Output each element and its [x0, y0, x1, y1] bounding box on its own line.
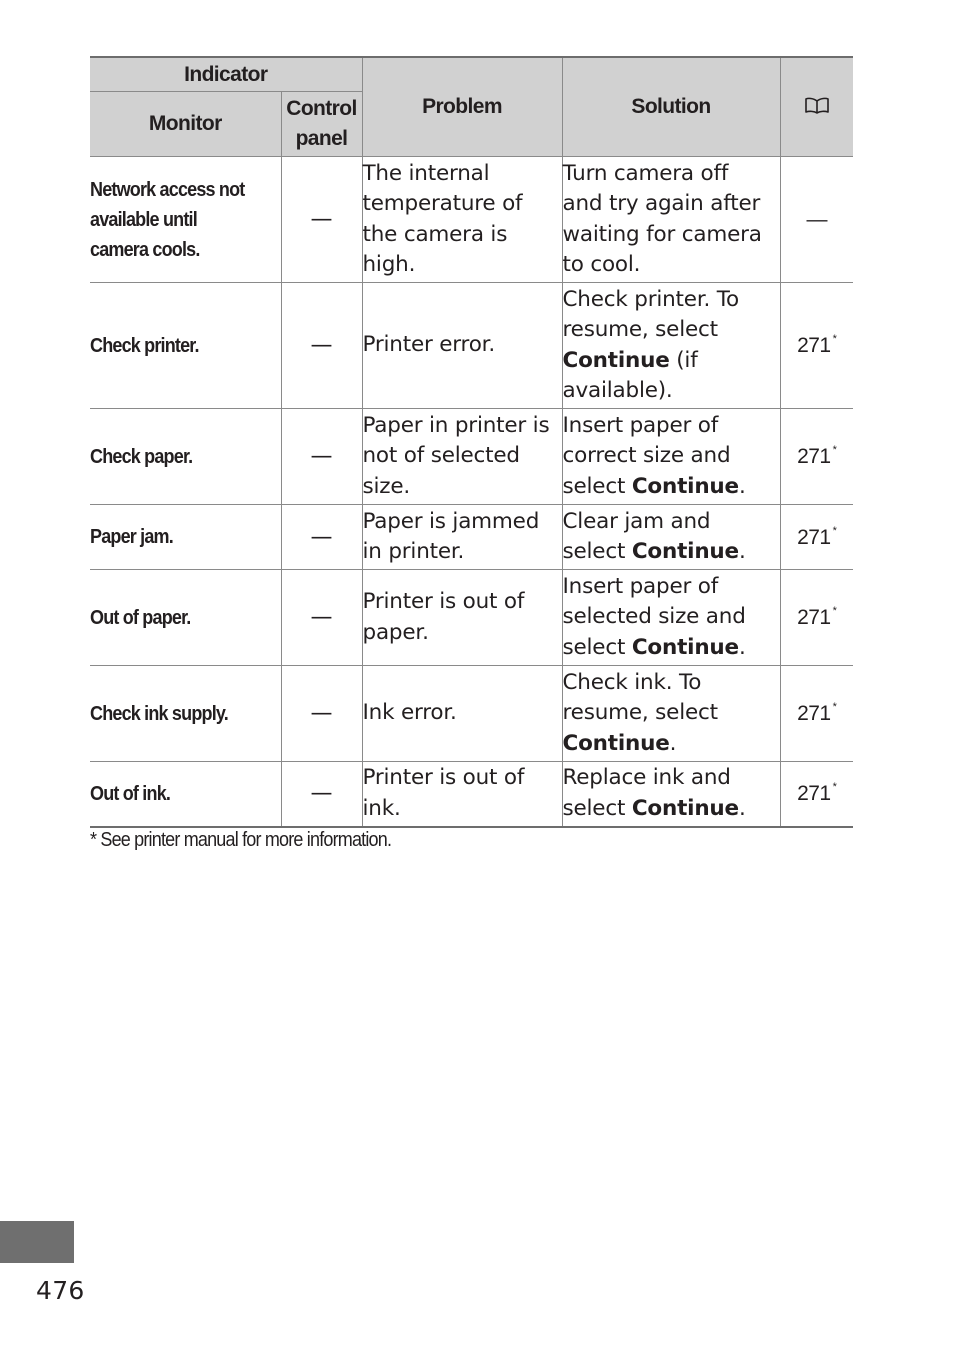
monitor-message-line: Check paper. [90, 445, 193, 468]
problem-cell [362, 505, 562, 570]
problem-line: high. [362, 252, 416, 277]
continue-option: Continue [631, 473, 739, 499]
problem-cell [362, 283, 562, 409]
solution-suffix: . [738, 795, 746, 821]
problem-line: the camera is [362, 221, 508, 247]
solution-line: Clear jam and [562, 508, 711, 534]
solution-line: correct size and [562, 443, 731, 469]
solution-suffix: . [738, 539, 746, 564]
solution-line: selected size and [562, 604, 746, 630]
problem-line: temperature of [362, 191, 523, 216]
table-row [90, 505, 853, 570]
problem-header: Problem [362, 57, 562, 157]
footnote: * See printer manual for more information. [90, 829, 392, 851]
monitor-message-line: Check ink supply. [90, 702, 228, 725]
monitor-message-cell [90, 157, 281, 283]
solution-cell [562, 570, 780, 666]
solution-prefix: select [562, 473, 632, 499]
book-icon [804, 97, 830, 115]
problem-cell [362, 157, 562, 283]
continue-option: Continue [562, 730, 670, 756]
monitor-message-line: available until [90, 208, 197, 231]
monitor-message-line: Paper jam. [90, 526, 173, 548]
problem-line: Printer is out of [362, 765, 525, 791]
page-reference-cell [780, 505, 853, 570]
solution-line: Turn camera off [562, 160, 729, 186]
footnote-marker: * [832, 333, 837, 345]
control-panel-cell: — [281, 762, 362, 827]
page-number-ref: 271 [797, 525, 831, 549]
continue-option: Continue [631, 539, 739, 564]
control-panel-header-line2: panel [295, 127, 348, 150]
solution-prefix: select [562, 795, 632, 821]
control-panel-cell: — [281, 570, 362, 666]
error-message-table [90, 56, 853, 828]
solution-line: waiting for camera [562, 221, 762, 247]
solution-cell [562, 409, 780, 505]
problem-line: Paper in printer is [362, 412, 550, 438]
solution-suffix: . [738, 634, 746, 660]
solution-suffix: . [669, 730, 677, 756]
solution-line: to cool. [562, 252, 641, 277]
continue-option: Continue [631, 634, 739, 660]
control-panel-cell: — [281, 505, 362, 570]
problem-line: ink. [362, 795, 401, 821]
footnote-marker: * [832, 701, 837, 713]
monitor-message-cell [90, 666, 281, 762]
page-number: 476 [36, 1276, 85, 1305]
problem-line: Printer error. [362, 332, 495, 358]
control-panel-header-line1: Control [286, 97, 357, 120]
solution-line: and try again after [562, 191, 761, 216]
indicator-header: Indicator [90, 57, 362, 92]
solution-line: Insert paper of [562, 412, 719, 438]
solution-cell [562, 283, 780, 409]
page-number-ref: 271 [797, 334, 831, 357]
solution-cell [562, 666, 780, 762]
solution-suffix: . [738, 473, 746, 499]
table-row [90, 409, 853, 505]
monitor-message-line: camera cools. [90, 238, 200, 261]
solution-prefix: select [562, 539, 632, 564]
solution-line: Check ink. To [562, 669, 702, 695]
problem-line: in printer. [362, 539, 465, 564]
control-panel-cell: — [281, 666, 362, 762]
problem-cell [362, 762, 562, 827]
table-row [90, 762, 853, 827]
table-body [90, 157, 853, 827]
problem-line: paper. [362, 619, 429, 645]
monitor-message-cell [90, 570, 281, 666]
control-panel-cell: — [281, 283, 362, 409]
page-reference-cell [780, 283, 853, 409]
problem-cell [362, 666, 562, 762]
page-reference-cell [780, 570, 853, 666]
solution-line: Insert paper of [562, 573, 719, 599]
problem-cell [362, 409, 562, 505]
page-reference-cell: — [780, 157, 853, 283]
monitor-message-cell [90, 505, 281, 570]
solution-line: resume, select [562, 317, 718, 342]
table-row [90, 283, 853, 409]
problem-line: not of selected [362, 443, 520, 469]
page-number-ref: 271 [797, 782, 831, 806]
solution-cell [562, 157, 780, 283]
problem-cell [362, 570, 562, 666]
monitor-message-cell [90, 762, 281, 827]
solution-suffix: (if [669, 347, 698, 373]
problem-line: Ink error. [362, 700, 457, 726]
problem-line: size. [362, 473, 411, 499]
solution-header: Solution [562, 57, 780, 157]
page-reference-cell [780, 666, 853, 762]
continue-option: Continue [631, 795, 739, 821]
control-panel-cell: — [281, 409, 362, 505]
solution-line: Replace ink and [562, 765, 731, 791]
table-row [90, 157, 853, 283]
page-number-ref: 271 [797, 702, 831, 725]
problem-line: Printer is out of [362, 589, 525, 614]
monitor-message-line: Network access not [90, 178, 245, 201]
solution-prefix: select [562, 634, 632, 660]
solution-line: resume, select [562, 700, 718, 726]
problem-line: The internal [362, 160, 490, 186]
footnote-marker: * [832, 524, 837, 537]
monitor-header: Monitor [90, 92, 281, 157]
solution-cell [562, 505, 780, 570]
footnote-marker: * [832, 781, 837, 794]
footnote-marker: * [832, 605, 837, 617]
monitor-message-cell [90, 409, 281, 505]
solution-line: Check printer. To [562, 286, 739, 312]
control-panel-cell: — [281, 157, 362, 283]
footnote-marker: * [832, 444, 837, 456]
monitor-message-line: Check printer. [90, 334, 199, 357]
table-header [90, 57, 853, 157]
table-row [90, 666, 853, 762]
page-number-ref: 271 [797, 445, 831, 468]
page-reference-cell [780, 409, 853, 505]
control-panel-header [281, 92, 362, 157]
solution-cell [562, 762, 780, 827]
monitor-message-line: Out of ink. [90, 782, 171, 805]
problem-line: Paper is jammed [362, 508, 540, 534]
page-number-ref: 271 [797, 606, 831, 629]
monitor-message-cell [90, 283, 281, 409]
table-row [90, 570, 853, 666]
monitor-message-line: Out of paper. [90, 606, 191, 629]
page-reference-cell [780, 762, 853, 827]
section-tab-marker [0, 1221, 74, 1263]
reference-header [780, 57, 853, 157]
solution-line: available). [562, 378, 673, 403]
continue-option: Continue [562, 347, 670, 373]
